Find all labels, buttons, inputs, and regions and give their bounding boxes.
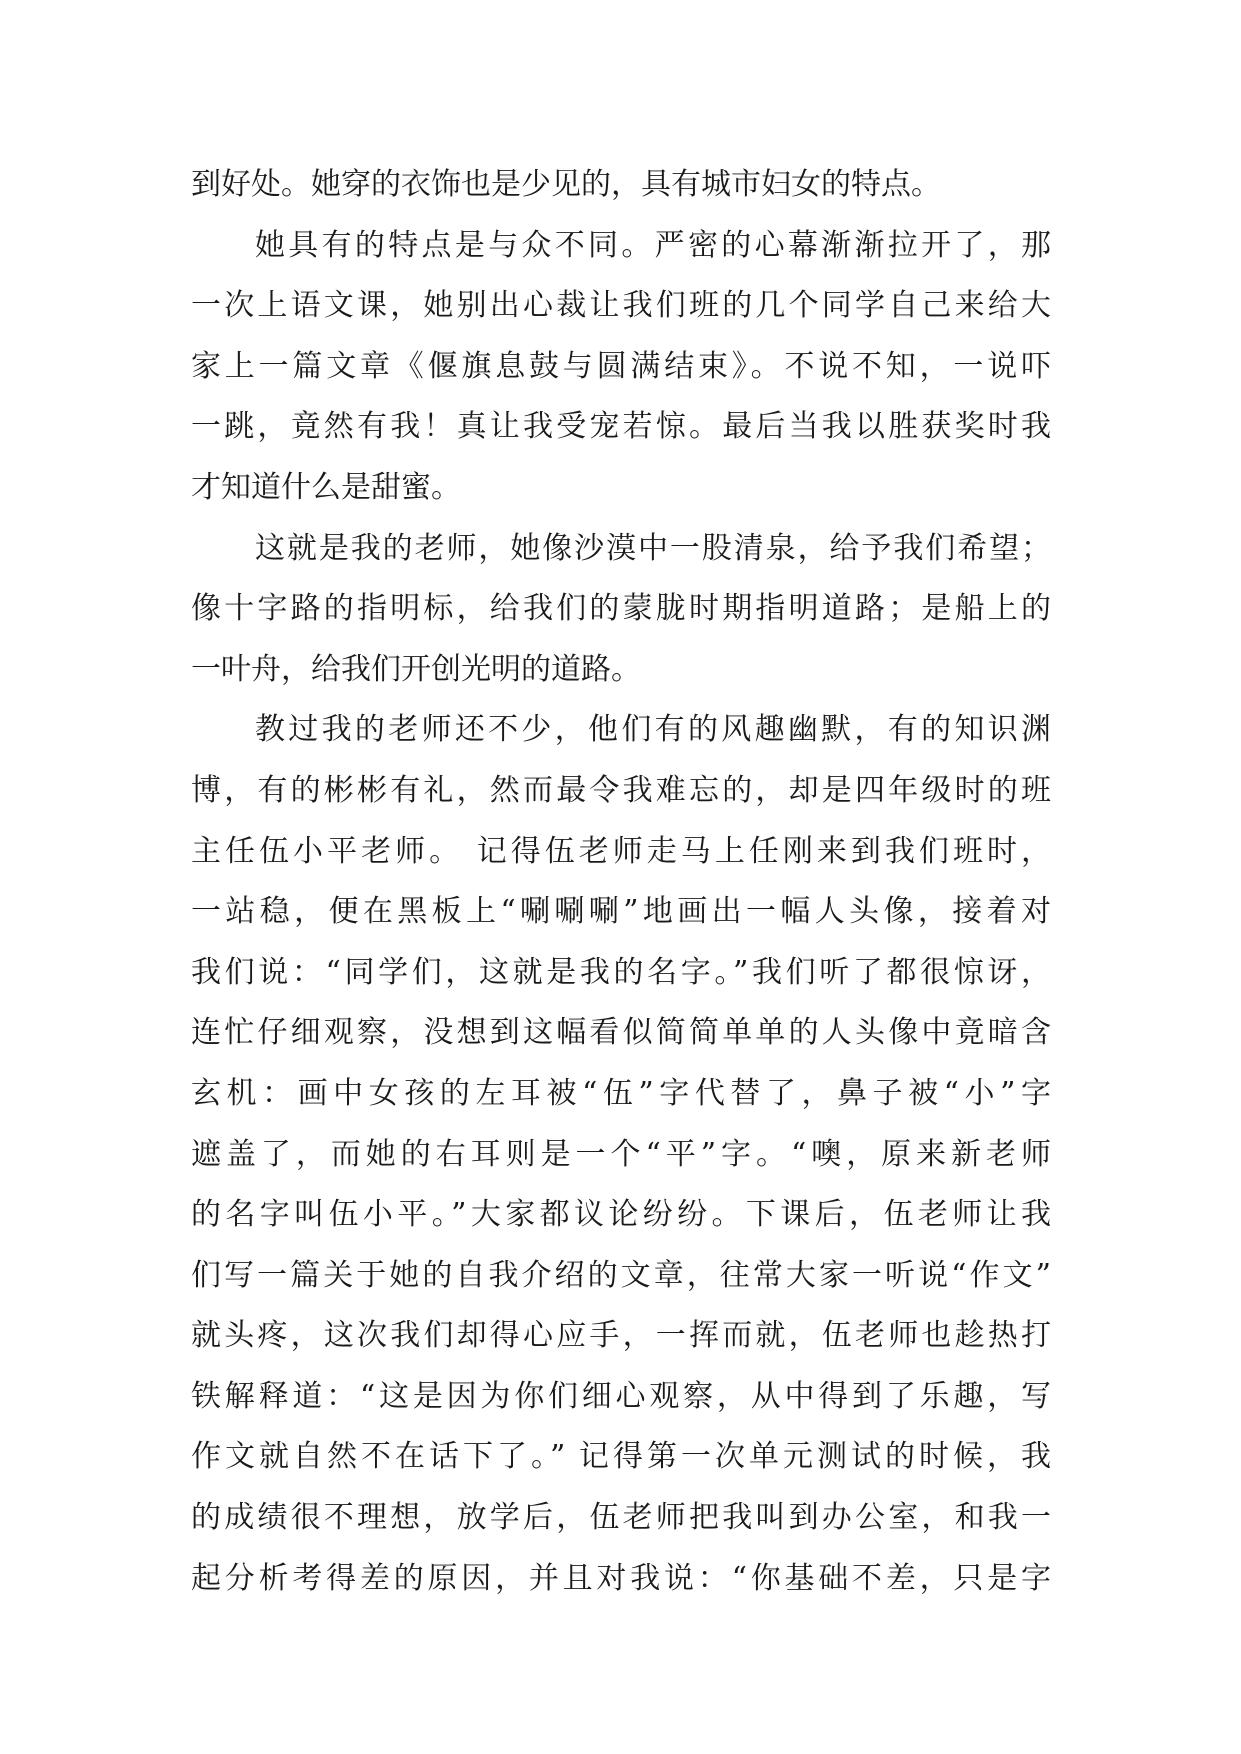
text-line: 一次上语文课，她别出心裁让我们班的几个同学自己来给大 [191,288,1051,324]
text-line: 就头疼，这次我们却得心应手，一挥而就，伍老师也趁热打 [191,1318,1051,1354]
text-line: 博，有的彬彬有礼，然而最令我难忘的，却是四年级时的班 [191,772,1051,808]
text-line: 一跳，竟然有我！真让我受宠若惊。最后当我以胜获奖时我 [191,409,1051,445]
text-line: 们写一篇关于她的自我介绍的文章，往常大家一听说“作文” [191,1257,1051,1293]
text-line: 玄机：画中女孩的左耳被“伍”字代替了，鼻子被“小”字 [191,1075,1051,1111]
text-line: 才知道什么是甜蜜。 [191,469,461,505]
text-line: 这就是我的老师，她像沙漠中一股清泉，给予我们希望； [255,530,1051,566]
text-line: 遮盖了，而她的右耳则是一个“平”字。“噢，原来新老师 [191,1136,1051,1172]
text-line: 主任伍小平老师。 记得伍老师走马上任刚来到我们班时， [191,833,1051,869]
text-line: 的成绩很不理想，放学后，伍老师把我叫到办公室，和我一 [191,1500,1051,1536]
text-line: 我们说：“同学们，这就是我的名字。”我们听了都很惊讶， [191,954,1051,990]
text-line: 一站稳，便在黑板上“唰唰唰”地画出一幅人头像，接着对 [191,894,1051,930]
text-line: 起分析考得差的原因，并且对我说：“你基础不差，只是字 [191,1560,1051,1596]
text-line: 的名字叫伍小平。”大家都议论纷纷。下课后，伍老师让我 [191,1197,1051,1233]
text-line: 铁解释道：“这是因为你们细心观察，从中得到了乐趣，写 [191,1378,1051,1414]
text-line: 家上一篇文章《偃旗息鼓与圆满结束》。不说不知，一说吓 [191,348,1051,384]
text-line: 她具有的特点是与众不同。严密的心幕渐渐拉开了，那 [255,227,1051,263]
text-line: 作文就自然不在话下了。” 记得第一次单元测试的时候，我 [191,1439,1051,1475]
document-body [191,155,1051,1609]
text-line: 教过我的老师还不少，他们有的风趣幽默，有的知识渊 [255,712,1051,748]
text-line: 一叶舟，给我们开创光明的道路。 [191,651,641,687]
text-line: 连忙仔细观察，没想到这幅看似简简单单的人头像中竟暗含 [191,1015,1051,1051]
text-line: 像十字路的指明标，给我们的蒙胧时期指明道路；是船上的 [191,591,1051,627]
text-line: 到好处。她穿的衣饰也是少见的，具有城市妇女的特点。 [191,167,941,202]
